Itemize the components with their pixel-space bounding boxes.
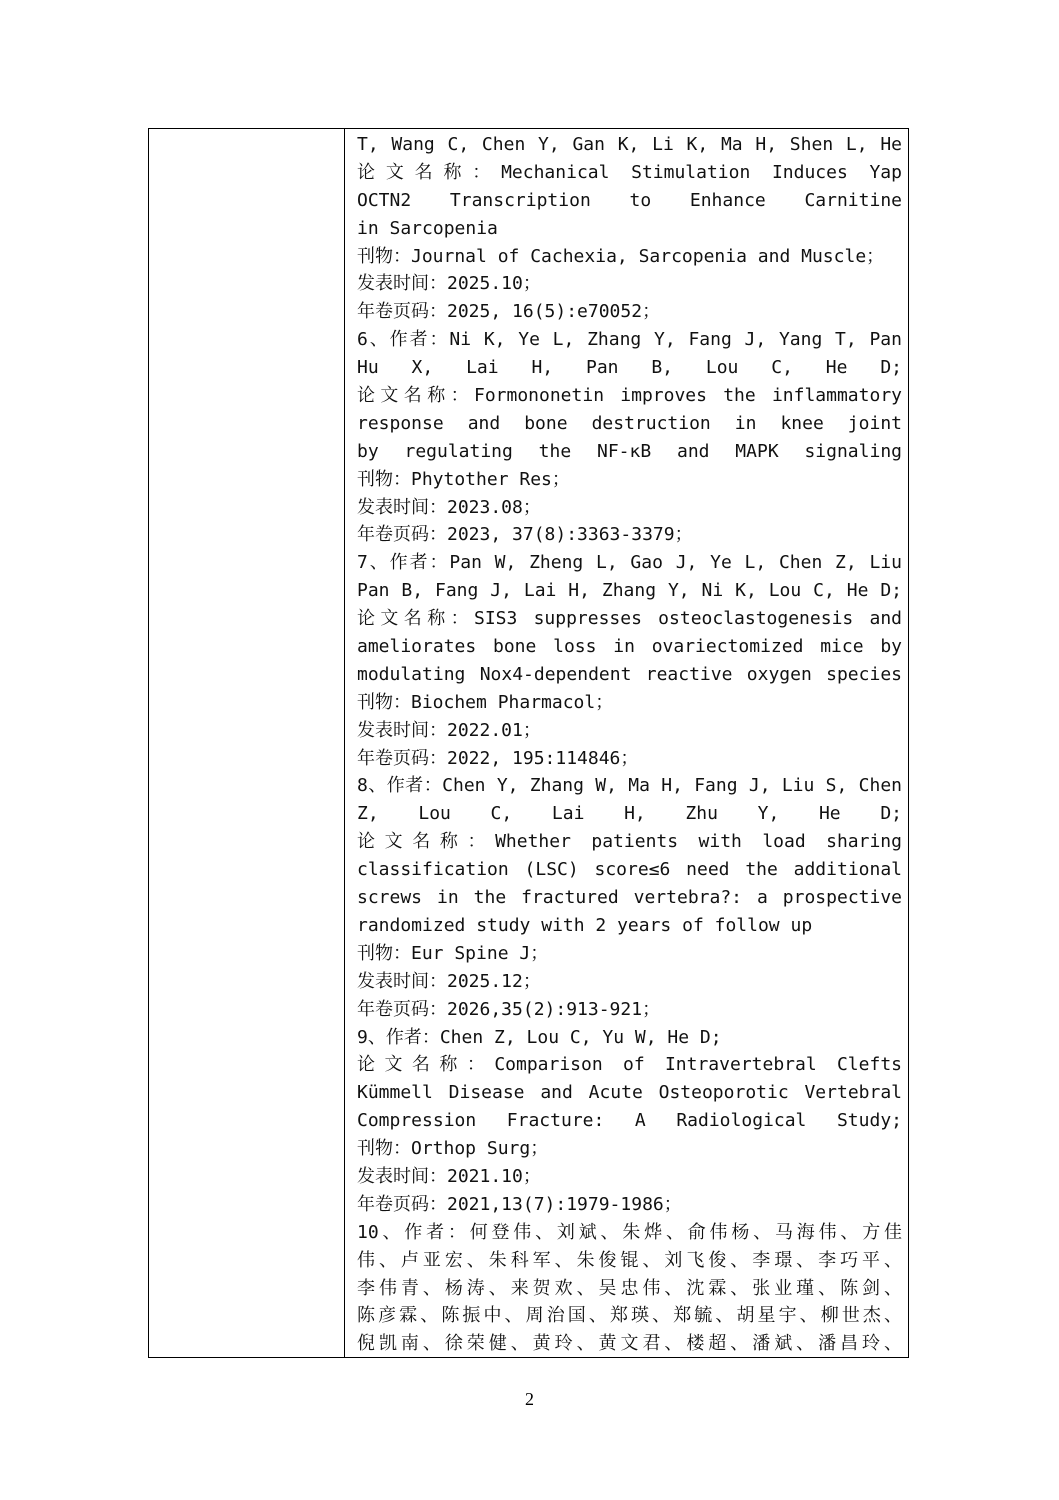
entry-line: 10、作者：何登伟、刘斌、朱烨、俞伟杨、马海伟、方佳	[357, 1221, 902, 1243]
publication-entry	[357, 326, 902, 549]
entry-line: 年卷页码：2021,13(7):1979-1986；	[357, 1193, 682, 1215]
publication-entry	[357, 772, 902, 1023]
entry-line: 发表时间：2022.01；	[357, 719, 541, 741]
entry-line: 刊物：Journal of Cachexia, Sarcopenia and Muscle；	[357, 245, 885, 267]
entry-line: 陈彦霖、陈振中、周治国、郑瑛、郑毓、胡星宇、柳世杰、	[357, 1305, 902, 1327]
publication-table	[148, 128, 909, 1358]
publication-list	[357, 131, 902, 1358]
entry-line: T, Wang C, Chen Y, Gan K, Li K, Ma H, Shen L, He	[357, 134, 902, 155]
page-number: 2	[525, 1389, 534, 1409]
publication-entry	[357, 549, 902, 772]
entry-line: Compression Fracture: A Radiological Study;	[357, 1110, 902, 1132]
entry-line: 论文名称：Mechanical Stimulation Induces Yap	[357, 161, 902, 183]
entry-line: response and bone destruction in knee joint	[357, 412, 902, 434]
entry-line: 发表时间：2025.12；	[357, 970, 541, 992]
entry-line: modulating Nox4-dependent reactive oxygen species	[357, 663, 902, 685]
entry-line: 发表时间：2025.10；	[357, 273, 541, 295]
entry-line: 论文名称：Comparison of Intravertebral Clefts	[357, 1054, 902, 1076]
entry-line: classification (LSC) score≤6 need the additional	[357, 859, 902, 881]
entry-line: screws in the fractured vertebra?: a prospective	[357, 887, 902, 909]
entry-line: 年卷页码：2023, 37(8):3363-3379；	[357, 524, 693, 546]
entry-line: 9、作者：Chen Z, Lou C, Yu W, He D;	[357, 1026, 722, 1048]
entry-line: 年卷页码：2025, 16(5):e70052；	[357, 301, 661, 323]
entry-line: 倪凯南、徐荣健、黄玲、黄文君、楼超、潘斌、潘昌玲、	[357, 1333, 902, 1355]
entry-line: 刊物：Orthop Surg；	[357, 1138, 549, 1160]
entry-line: randomized study with 2 years of follow up	[357, 914, 813, 936]
entry-line: 发表时间：2021.10；	[357, 1165, 541, 1187]
column-divider	[344, 129, 345, 1357]
entry-line: 论文名称：Formononetin improves the inflammatory	[357, 385, 902, 407]
publication-entry	[357, 1024, 902, 1219]
entry-line: Pan B, Fang J, Lai H, Zhang Y, Ni K, Lou C, He D;	[357, 580, 902, 602]
entry-line: Kümmell Disease and Acute Osteoporotic Vertebral	[357, 1082, 902, 1104]
entry-line: 论文名称：SIS3 suppresses osteoclastogenesis and	[357, 608, 902, 630]
publication-entry	[357, 159, 902, 326]
entry-line: 刊物：Biochem Pharmacol；	[357, 691, 614, 713]
entry-line: 刊物：Phytother Res；	[357, 468, 570, 490]
entry-line: 论文名称：Whether patients with load sharing	[357, 831, 902, 853]
entry-line: OCTN2 Transcription to Enhance Carnitine	[357, 189, 902, 211]
publication-entry	[357, 1219, 902, 1358]
entry-line: 7、作者：Pan W, Zheng L, Gao J, Ye L, Chen Z, Liu	[357, 552, 902, 574]
entry-line: by regulating the NF-κB and MAPK signaling	[357, 440, 902, 462]
entry-line: 年卷页码：2026,35(2):913-921；	[357, 998, 661, 1020]
entry-line: 刊物：Eur Spine J；	[357, 942, 549, 964]
entry-line: 年卷页码：2022, 195:114846；	[357, 747, 639, 769]
entry-line: 6、作者：Ni K, Ye L, Zhang Y, Fang J, Yang T, Pan	[357, 329, 902, 351]
entry-line: 李伟青、杨涛、来贺欢、吴忠伟、沈霖、张业瑾、陈剑、	[357, 1277, 902, 1299]
entry-line: Z, Lou C, Lai H, Zhu Y, He D;	[357, 803, 902, 825]
entry-line: 发表时间：2023.08；	[357, 496, 541, 518]
entry-line: in Sarcopenia	[357, 217, 498, 239]
entry-line: ameliorates bone loss in ovariectomized mice by	[357, 636, 902, 658]
entry-line: 伟、卢亚宏、朱科军、朱俊锟、刘飞俊、李璟、李巧平、	[357, 1249, 902, 1271]
entry-line: 8、作者：Chen Y, Zhang W, Ma H, Fang J, Liu S, Chen	[357, 775, 902, 797]
publication-entry	[357, 131, 902, 159]
entry-line: Hu X, Lai H, Pan B, Lou C, He D;	[357, 357, 902, 379]
